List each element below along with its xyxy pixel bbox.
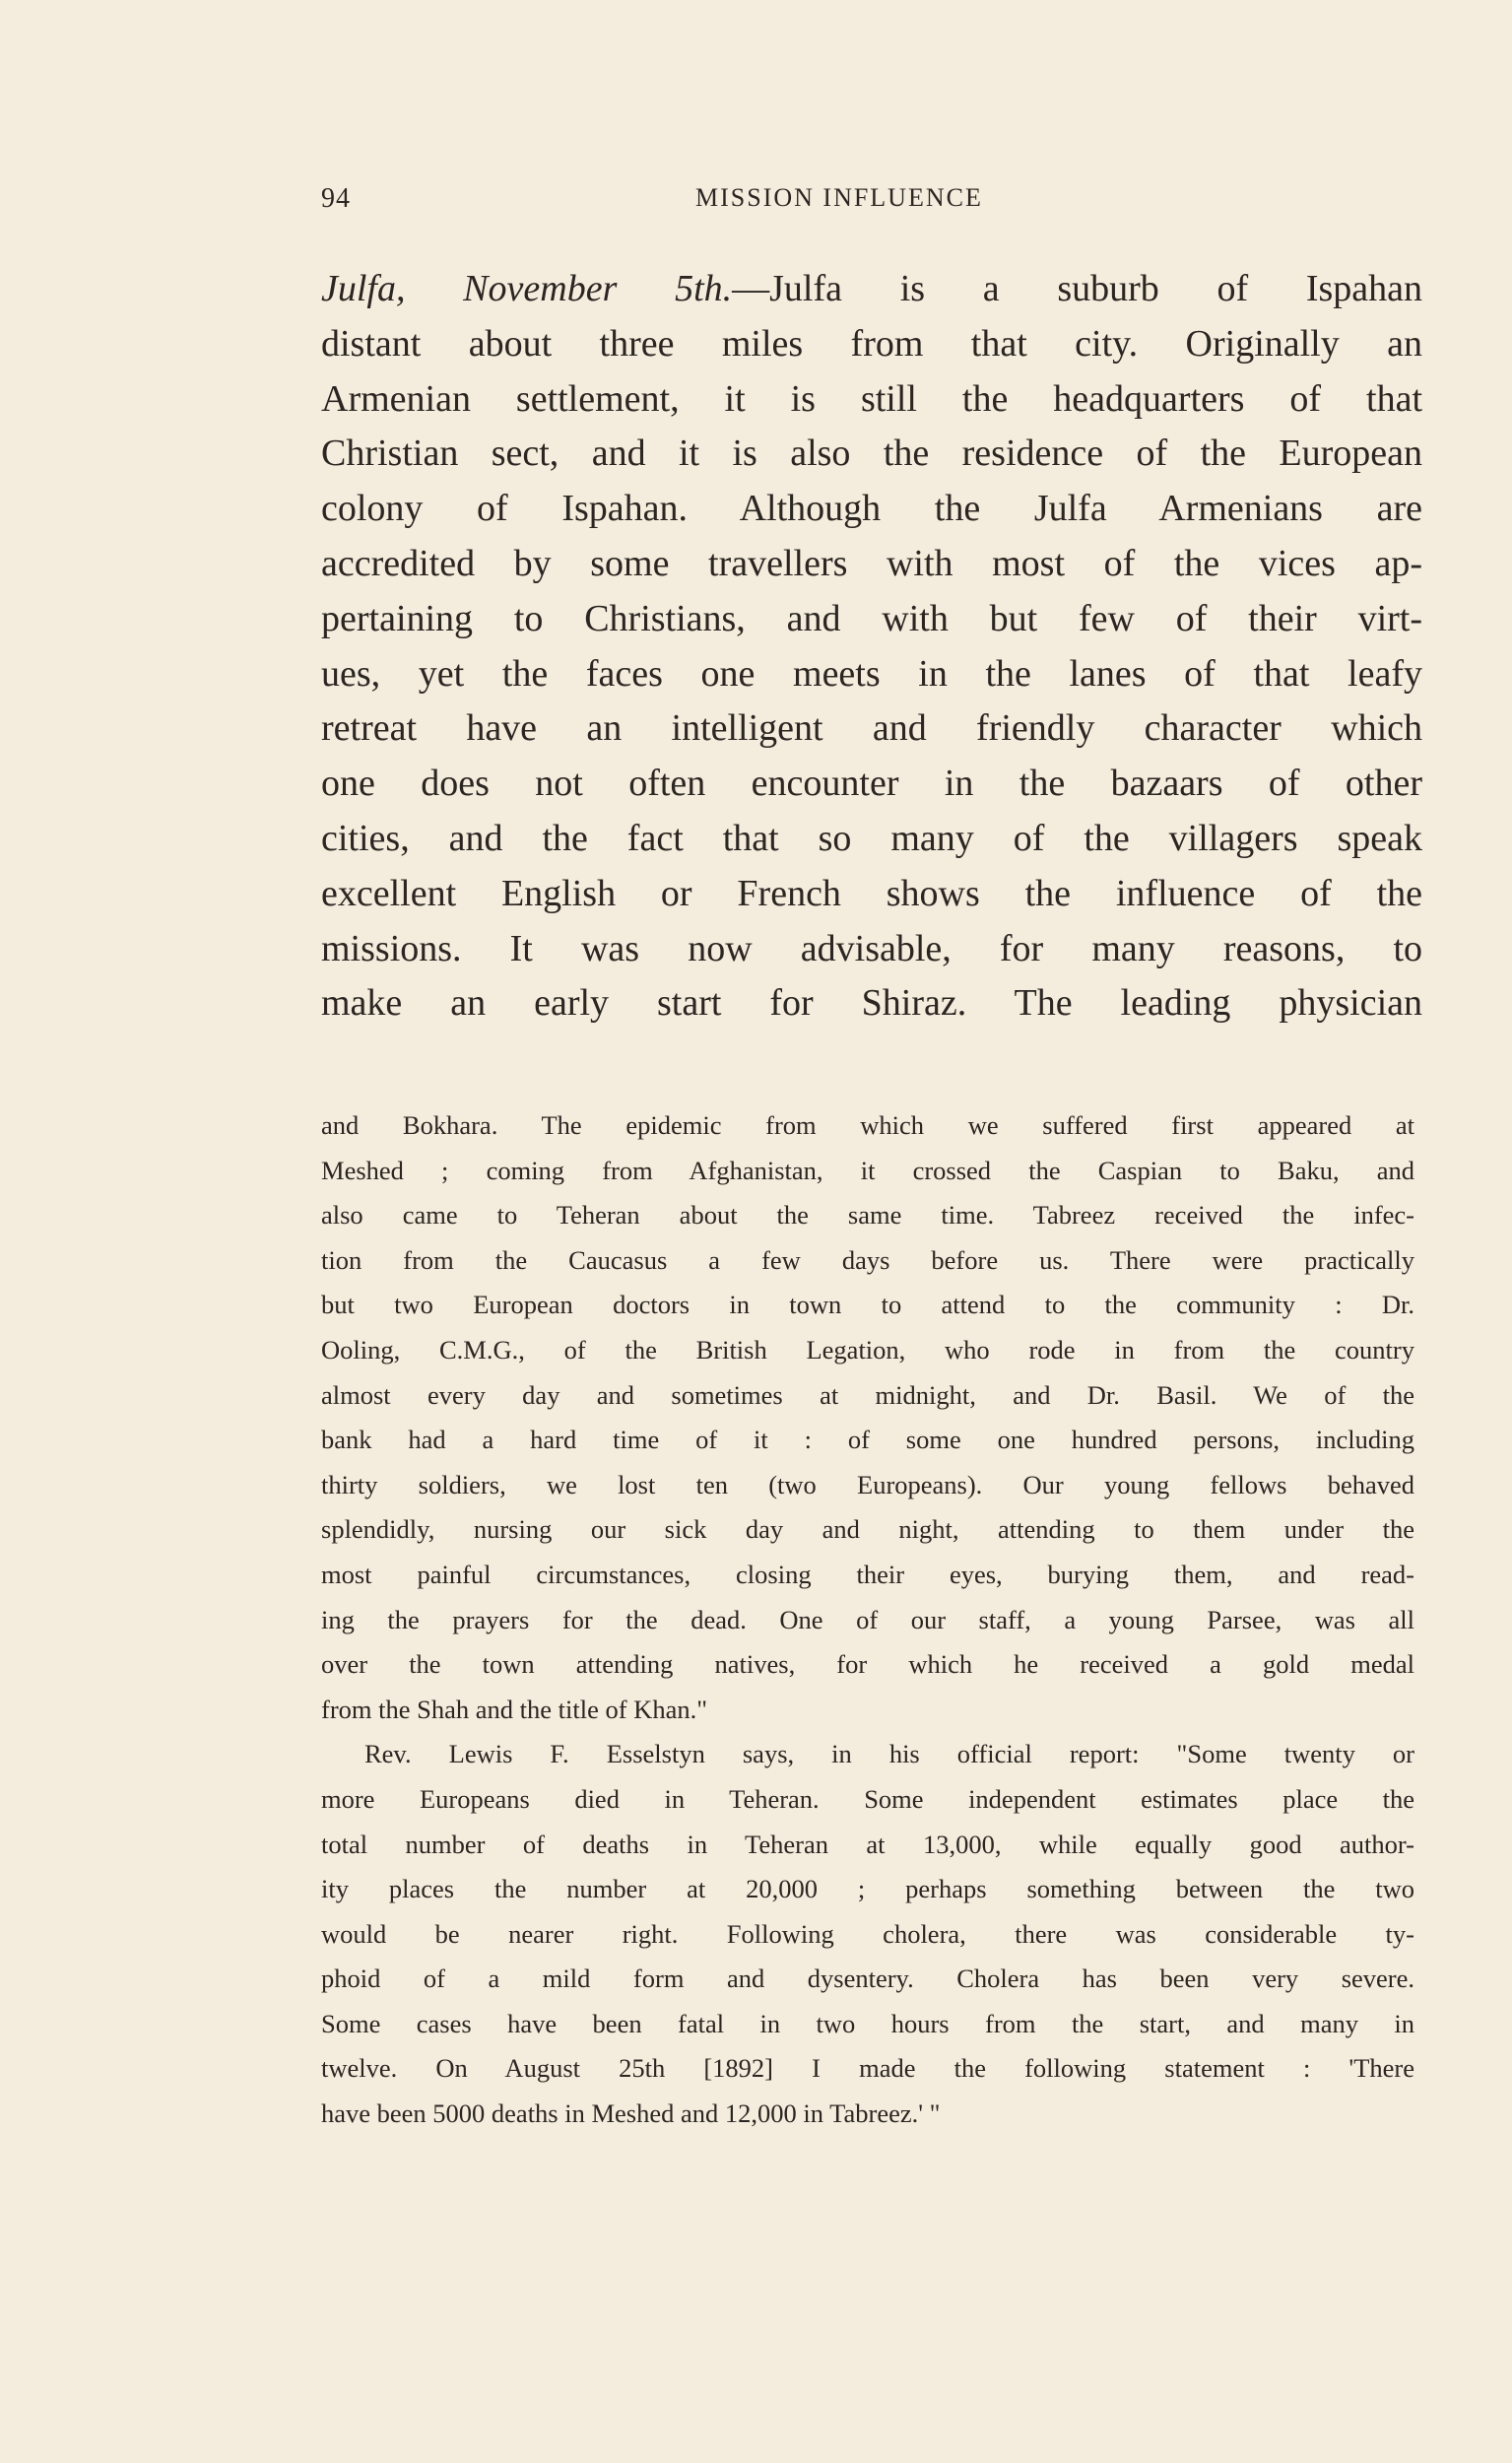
footnote-line: from the Shah and the title of Khan." (321, 1694, 708, 1724)
main-line: Christian sect, and it is also the residence of the European (321, 433, 1422, 475)
main-paragraph (321, 262, 1422, 1032)
footnote-line: ity places the number at 20,000 ; perhaps something between the two (321, 1874, 1414, 1904)
footnote-line: but two European doctors in town to attend to the community : Dr. (321, 1290, 1414, 1320)
main-line: missions. It was now advisable, for many reasons, to (321, 927, 1422, 969)
footnote-line: ing the prayers for the dead. One of our staff, a young Parsee, was all (321, 1604, 1414, 1634)
footnote-line: total number of deaths in Teheran at 13,000, while equally good author- (321, 1829, 1414, 1859)
footnote-line: also came to Teheran about the same time. Tabreez received the infec- (321, 1200, 1414, 1231)
running-title: MISSION INFLUENCE (695, 183, 983, 212)
main-line: make an early start for Shiraz. The leading physician (321, 982, 1422, 1025)
footnote-line: have been 5000 deaths in Meshed and 12,000 in Tabreez.' " (321, 2098, 941, 2129)
footnote-line: more Europeans died in Teheran. Some independent estimates place the (321, 1783, 1414, 1814)
main-line: cities, and the fact that so many of the villagers speak (321, 817, 1422, 859)
main-line (321, 262, 1422, 317)
footnote-line: would be nearer right. Following cholera, there was considerable ty- (321, 1918, 1414, 1949)
footnote-line: Some cases have been fatal in two hours from the start, and many in (321, 2008, 1414, 2038)
footnote-line: thirty soldiers, we lost ten (two Europeans). Our young fellows behaved (321, 1469, 1414, 1499)
footnote-line: twelve. On August 25th [1892] I made the following statement : 'There (321, 2053, 1414, 2084)
footnote-line: bank had a hard time of it : of some one hundred persons, including (321, 1425, 1414, 1455)
footnote-line: tion from the Caucasus a few days before us. There were practically (321, 1244, 1414, 1275)
footnote-line: splendidly, nursing our sick day and night, attending to them under the (321, 1514, 1414, 1545)
footnote-line: Ooling, C.M.G., of the British Legation, who rode in from the country (321, 1334, 1414, 1365)
footnote-line: and Bokhara. The epidemic from which we suffered first appeared at (321, 1110, 1414, 1140)
main-line: pertaining to Christians, and with but few of their virt- (321, 597, 1422, 639)
main-line: colony of Ispahan. Although the Julfa Armenians are (321, 488, 1422, 530)
main-line: excellent English or French shows the influence of the (321, 872, 1422, 914)
main-line: retreat have an intelligent and friendly character which (321, 707, 1422, 750)
dateline: Julfa, November 5th. (321, 268, 733, 309)
main-line: ues, yet the faces one meets in the lanes of that leafy (321, 652, 1422, 695)
footnote (321, 1103, 1414, 2137)
main-line: Armenian settlement, it is still the headquarters of that (321, 377, 1422, 420)
main-line: one does not often encounter in the bazaars of other (321, 763, 1422, 805)
footnote-line: phoid of a mild form and dysentery. Cholera has been very severe. (321, 1964, 1414, 1994)
footnote-line: Meshed ; coming from Afghanistan, it crossed the Caspian to Baku, and (321, 1155, 1414, 1185)
main-line: distant about three miles from that city. Originally an (321, 322, 1422, 365)
running-head (321, 183, 1414, 223)
page-number: 94 (321, 183, 351, 214)
main-line: accredited by some travellers with most of the vices ap- (321, 542, 1422, 584)
footnote-line: almost every day and sometimes at midnight, and Dr. Basil. We of the (321, 1379, 1414, 1410)
footnote-line: over the town attending natives, for which he received a gold medal (321, 1649, 1414, 1680)
footnote-line: Rev. Lewis F. Esselstyn says, in his official report: "Some twenty or (364, 1739, 1414, 1769)
main-line-text: —Julfa is a suburb of Ispahan (732, 268, 1422, 309)
footnote-line: most painful circumstances, closing their eyes, burying them, and read- (321, 1559, 1414, 1589)
